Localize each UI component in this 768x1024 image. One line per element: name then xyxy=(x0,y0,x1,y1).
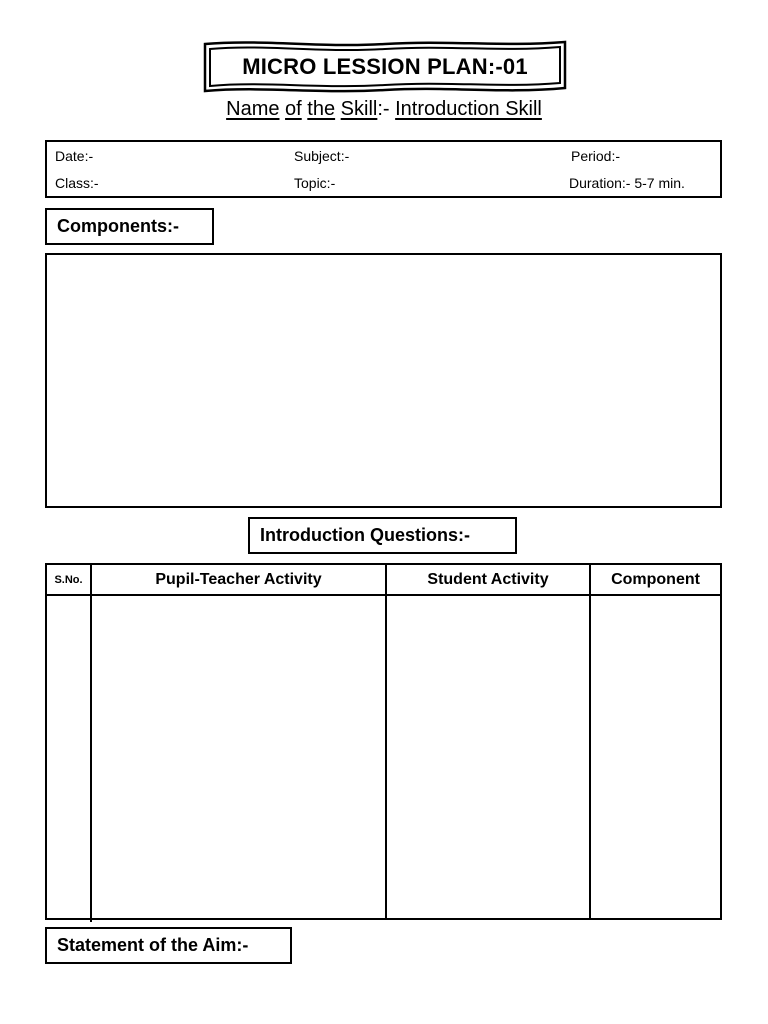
topic-field: Topic:- xyxy=(294,175,336,191)
duration-field: Duration:- 5-7 min. xyxy=(569,175,685,191)
class-field: Class:- xyxy=(55,175,99,191)
title-banner xyxy=(202,38,568,96)
table-header-pupil-teacher-activity: Pupil-Teacher Activity xyxy=(155,571,322,588)
aim-label-box xyxy=(45,927,292,964)
skill-label-name: Name xyxy=(226,98,280,120)
date-field: Date:- xyxy=(55,148,94,164)
period-field: Period:- xyxy=(571,148,621,164)
skill-label-the: the xyxy=(307,98,336,120)
components-area xyxy=(45,253,722,508)
table-header-sno: S.No. xyxy=(54,574,83,586)
skill-separator: :- xyxy=(377,98,396,120)
page-title: MICRO LESSION PLAN:-01 xyxy=(242,54,528,79)
intro-questions-label: Introduction Questions:- xyxy=(260,525,470,545)
components-label-box xyxy=(45,208,214,245)
intro-questions-label-box xyxy=(248,517,517,554)
table-header-student-activity: Student Activity xyxy=(427,571,549,588)
table-column-divider xyxy=(385,565,387,918)
table-header-component: Component xyxy=(611,571,700,588)
questions-table xyxy=(45,563,722,920)
skill-label-of: of xyxy=(285,98,302,120)
table-column-divider xyxy=(589,565,591,918)
skill-heading xyxy=(0,98,768,121)
components-label: Components:- xyxy=(57,216,179,236)
skill-value: Introduction Skill xyxy=(395,98,542,120)
aim-label: Statement of the Aim:- xyxy=(57,935,249,955)
lesson-info-box xyxy=(45,140,722,198)
subject-field: Subject:- xyxy=(294,148,350,164)
skill-label-skill: Skill xyxy=(340,98,378,120)
table-column-divider xyxy=(90,565,92,922)
